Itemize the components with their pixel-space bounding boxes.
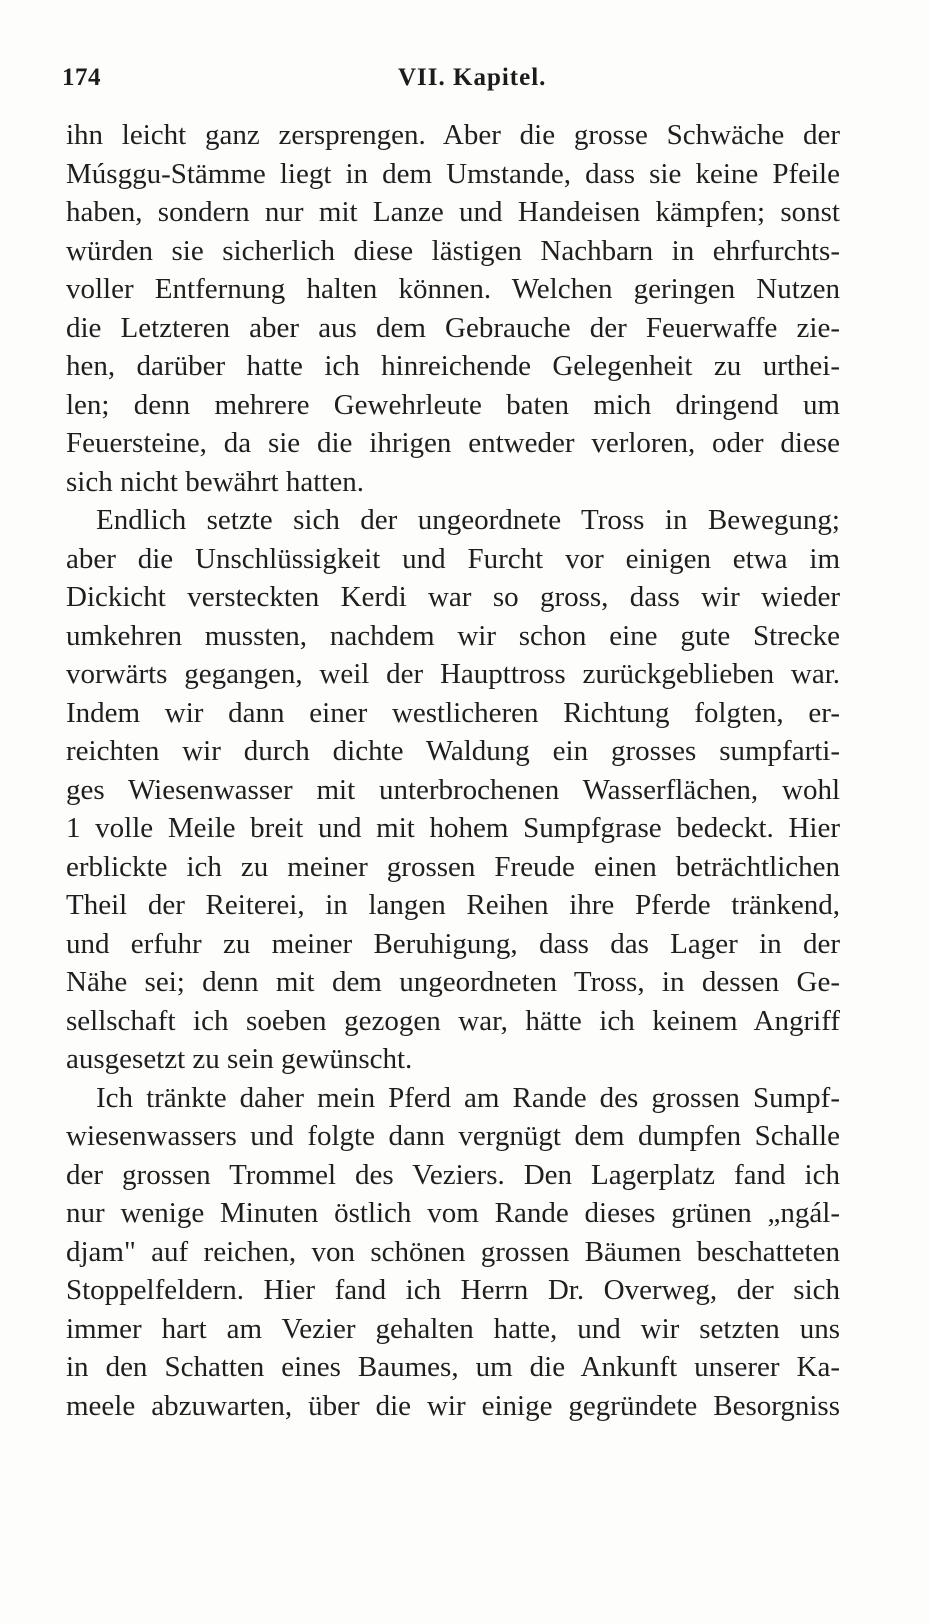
body-text [66, 116, 840, 1425]
text-line: Dickicht versteckten Kerdi war so gross, dass wir wieder [66, 581, 840, 613]
text-line: immer hart am Vezier gehalten hatte, und wir setzten uns [66, 1312, 840, 1345]
text-line: Nähe sei; denn mit dem ungeordneten Tross, in dessen Ge- [66, 966, 840, 998]
text-line: die Letzteren aber aus dem Gebrauche der Feuerwaffe zie- [66, 311, 840, 344]
text-line: djam" auf reichen, von schönen grossen Bäumen beschatteten [66, 1235, 840, 1268]
text-line: reichten wir durch dichte Waldung ein grosses sumpfarti- [66, 735, 840, 767]
text-line: Músggu-Stämme liegt in dem Umstande, dass sie keine Pfeile [66, 157, 840, 190]
text-line: Indem wir dann einer westlicheren Richtung folgten, er- [66, 696, 840, 729]
text-line: Endlich setzte sich der ungeordnete Tross in Bewegung; [96, 504, 840, 536]
text-line: in den Schatten eines Baumes, um die Ankunft unserer Ka- [66, 1351, 840, 1383]
text-line: 1 volle Meile breit und mit hohem Sumpfgrase bedeckt. Hier [66, 812, 840, 844]
text-line: meele abzuwarten, über die wir einige gegründete Besorgniss [66, 1389, 840, 1422]
text-line: würden sie sicherlich diese lästigen Nachbarn in ehrfurchts- [66, 234, 840, 267]
text-line: nur wenige Minuten östlich vom Rande dieses grünen „ngál- [66, 1197, 840, 1229]
text-line: len; denn mehrere Gewehrleute baten mich dringend um [66, 388, 840, 421]
paragraph [66, 116, 840, 501]
paragraph [66, 501, 840, 1079]
text-line: Stoppelfeldern. Hier fand ich Herrn Dr. Overweg, der sich [66, 1274, 840, 1306]
running-head [62, 60, 842, 100]
text-line: vorwärts gegangen, weil der Haupttross zurückgeblieben war. [66, 658, 840, 690]
text-line: Theil der Reiterei, in langen Reihen ihre Pferde tränkend, [66, 889, 840, 921]
text-line: erblickte ich zu meiner grossen Freude einen beträchtlichen [66, 850, 840, 883]
paragraph [66, 1079, 840, 1426]
text-line: ihn leicht ganz zersprengen. Aber die grosse Schwäche der [66, 119, 840, 151]
text-line: sich nicht bewährt hatten. [66, 465, 364, 498]
text-line: Ich tränkte daher mein Pferd am Rande des grossen Sumpf- [96, 1081, 840, 1114]
text-line: und erfuhr zu meiner Beruhigung, dass das Lager in der [66, 927, 840, 960]
text-line: der grossen Trommel des Veziers. Den Lagerplatz fand ich [66, 1158, 840, 1191]
text-line: aber die Unschlüssigkeit und Furcht vor einigen etwa im [66, 542, 840, 575]
page-number: 174 [62, 64, 101, 91]
text-line: ausgesetzt zu sein gewünscht. [66, 1043, 413, 1075]
text-line: voller Entfernung halten können. Welchen geringen Nutzen [66, 273, 840, 305]
text-line: hen, darüber hatte ich hinreichende Gelegenheit zu urthei- [66, 350, 840, 382]
text-line: haben, sondern nur mit Lanze und Handeisen kämpfen; sonst [66, 196, 840, 228]
chapter-heading: VII. Kapitel. [398, 64, 547, 91]
text-line: umkehren mussten, nachdem wir schon eine gute Strecke [66, 619, 840, 652]
text-line: sellschaft ich soeben gezogen war, hätte ich keinem Angriff [66, 1004, 840, 1037]
text-line: ges Wiesenwasser mit unterbrochenen Wasserflächen, wohl [66, 773, 840, 806]
text-line: Feuersteine, da sie die ihrigen entweder verloren, oder diese [66, 427, 840, 459]
text-line: wiesenwassers und folgte dann vergnügt dem dumpfen Schalle [66, 1120, 840, 1152]
